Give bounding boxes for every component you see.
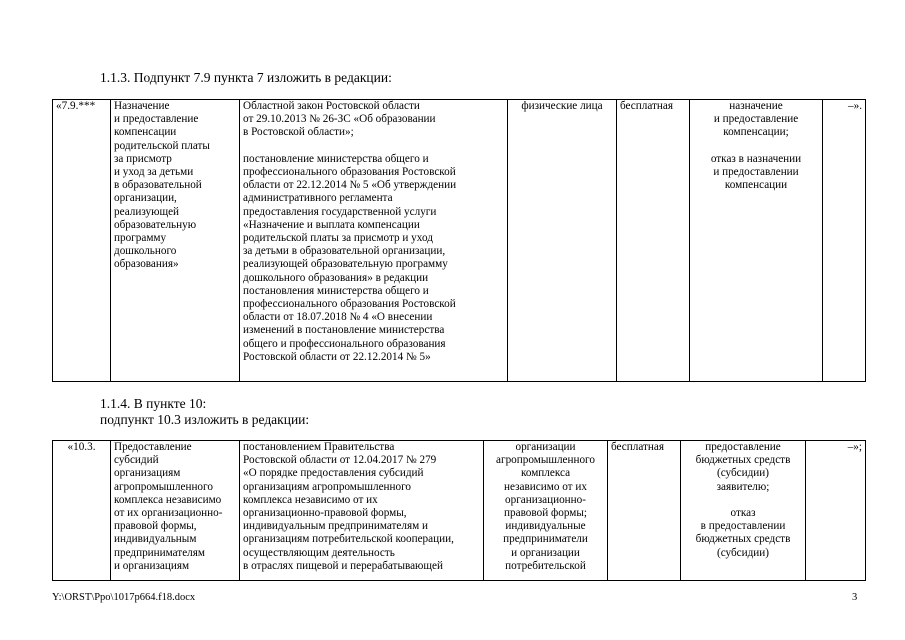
text-line: реализующей (114, 205, 180, 218)
text-line: Ростовской области от 12.04.2017 № 279 (243, 454, 437, 467)
text-line: реализующей образовательную программу (243, 258, 448, 271)
text-line: в образовательной (114, 179, 202, 192)
text-line: предприниматели (503, 533, 588, 546)
end-mark-cell: –»; (806, 441, 866, 581)
text-line: индивидуальные (505, 520, 586, 533)
text-line: осуществляющим деятельность (243, 546, 395, 559)
end-mark-cell: –». (823, 100, 866, 382)
text-line: агропромышленного (496, 454, 595, 467)
text-line: «О порядке предоставления субсидий (243, 467, 424, 480)
result-grant (684, 441, 802, 494)
text-line: субсидий (114, 454, 159, 467)
text-line: родительской платы за присмотр и уход (243, 232, 433, 245)
text-line: компенсации (724, 179, 788, 192)
recipients (511, 100, 613, 113)
text-line: административного регламента (243, 192, 393, 205)
fee-cell: бесплатная (608, 441, 681, 581)
text-line: «Назначение и выплата компенсации (243, 218, 420, 231)
section2-heading-line2: подпункт 10.3 изложить в редакции: (100, 412, 310, 427)
recipients-cell (508, 100, 617, 382)
result-refusal (693, 153, 819, 193)
table-row (53, 100, 866, 382)
recipients (487, 441, 604, 573)
text-line: бюджетных средств (695, 533, 791, 546)
text-line: постановлением Правительства (243, 441, 395, 453)
service-name-cell (111, 100, 240, 382)
text-line: правовой формы, (114, 520, 197, 533)
text-line: отказ в назначении (710, 152, 802, 165)
text-line: области от 22.12.2014 № 5 «Об утверждении (243, 179, 457, 192)
text-line: организациям (114, 467, 181, 480)
text-line: профессионального образования Ростовской (243, 166, 456, 178)
footer-file-path: Y:\ORST\Ppo\1017p664.f18.docx (52, 592, 196, 603)
text-line: и организации (511, 546, 580, 559)
text-line: назначение (729, 100, 783, 112)
text-line: Назначение (114, 100, 170, 112)
text-line: за детьми в образовательной организации, (243, 245, 446, 258)
text-line: постановления министерства общего и (243, 284, 429, 297)
service-name (114, 100, 236, 272)
result-grant (693, 100, 819, 140)
service-name (114, 441, 236, 573)
text-line: и уход за детьми (114, 166, 194, 179)
text-line: бюджетных средств (695, 454, 791, 467)
text-line: дошкольного образования» в редакции (243, 271, 429, 284)
text-line: за присмотр (114, 152, 172, 165)
recipients-cell (484, 441, 608, 581)
text-line: общего и профессионального образования (243, 337, 446, 350)
text-line: агропромышленного (114, 480, 213, 493)
text-line: организациям агропромышленного (243, 480, 412, 493)
text-line: комплекса (520, 467, 571, 480)
table-row (53, 441, 866, 581)
text-line: и предоставление (114, 113, 199, 126)
text-line: организации, (114, 192, 177, 205)
text-line: изменений в постановление министерства (243, 324, 445, 337)
legal-basis-cell (240, 100, 508, 382)
legal-basis-cell (240, 441, 484, 581)
text-line: заявителю; (716, 480, 770, 493)
text-line: в отраслях пищевой и перерабатывающей (243, 559, 443, 572)
text-line: предпринимателям (114, 546, 205, 559)
text-line: в Ростовской области»; (243, 126, 354, 139)
text-line: организационно- (505, 493, 586, 506)
section1-heading: 1.1.3. Подпункт 7.9 пункта 7 изложить в редакции: (100, 70, 392, 85)
section2-heading-line1: 1.1.4. В пункте 10: (100, 396, 207, 411)
text-line: комплекса независимо от их (243, 493, 378, 506)
text-line: компенсации (114, 126, 177, 139)
table-10-3 (52, 440, 866, 581)
page-number: 3 (852, 592, 858, 603)
text-line: и предоставлении (713, 166, 799, 178)
text-line: от их организационно- (114, 507, 223, 520)
text-line: организации (515, 441, 576, 453)
text-line: потребительской (505, 559, 586, 572)
text-line: предоставление (705, 441, 781, 453)
text-line: профессионального образования Ростовской (243, 298, 456, 311)
text-line: постановление министерства общего и (243, 152, 429, 165)
text-line: организациям потребительской кооперации, (243, 533, 454, 546)
legal-basis-regulation (243, 153, 504, 364)
item-number-cell: «10.3. (53, 441, 111, 581)
result-cell (690, 100, 823, 382)
text-line: компенсации; (723, 126, 789, 139)
text-line: Ростовской области от 22.12.2014 № 5» (243, 350, 431, 363)
text-line: образовательную (114, 218, 197, 231)
text-line: независимо от их (504, 480, 587, 493)
text-line: правовой формы; (504, 507, 587, 520)
legal-basis-law (243, 100, 504, 140)
text-line: программу (114, 232, 167, 245)
text-line: индивидуальным (114, 533, 197, 546)
text-line: индивидуальным предпринимателям и (243, 520, 428, 533)
legal-basis (243, 441, 480, 573)
service-name-cell (111, 441, 240, 581)
fee-cell: бесплатная (617, 100, 690, 382)
result-refusal (684, 507, 802, 560)
item-number-cell: «7.9.*** (53, 100, 111, 382)
text-line: дошкольного (114, 245, 177, 258)
result-cell (681, 441, 806, 581)
text-line: (субсидии) (716, 467, 770, 480)
text-line: Предоставление (114, 441, 192, 453)
text-line: от 29.10.2013 № 26-ЗС «Об образовании (243, 113, 436, 126)
text-line: Областной закон Ростовской области (243, 100, 420, 112)
text-line: организационно-правовой формы, (243, 507, 407, 520)
text-line: (субсидии) (716, 546, 770, 559)
text-line: комплекса независимо (114, 493, 222, 506)
table-7-9 (52, 99, 866, 382)
text-line: в предоставлении (700, 520, 786, 533)
text-line: и организациям (114, 559, 190, 572)
text-line: отказ (730, 507, 756, 519)
text-line: образования» (114, 258, 179, 271)
text-line: области от 18.07.2018 № 4 «О внесении (243, 311, 433, 324)
text-line: и предоставление (713, 113, 799, 126)
text-line: предоставления государственной услуги (243, 205, 437, 218)
text-line: родительской платы (114, 139, 210, 152)
text-line: физические лица (521, 100, 603, 112)
